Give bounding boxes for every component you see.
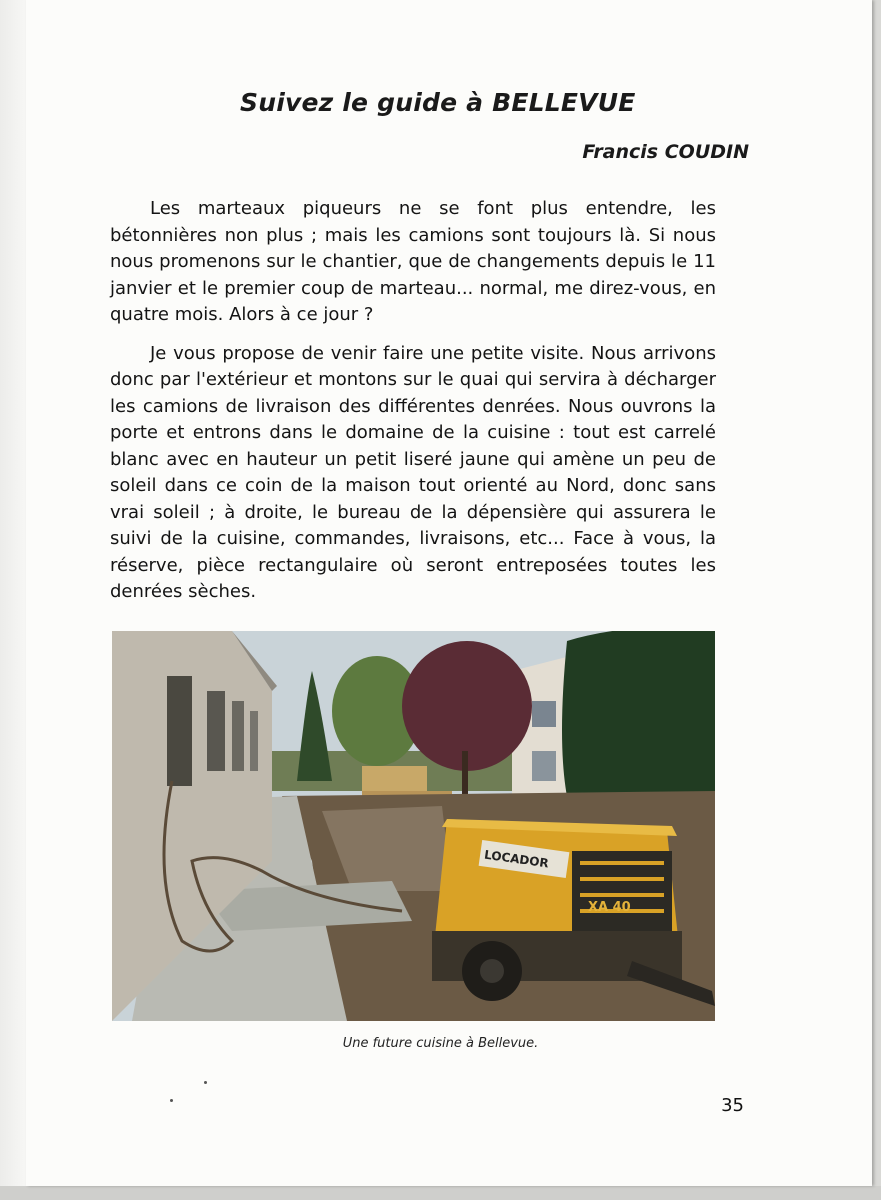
photo-caption: Une future cuisine à Bellevue.: [342, 1036, 539, 1051]
article-author: Francis COUDIN: [582, 141, 749, 163]
compressor-model-label: XA 40: [588, 900, 631, 915]
compressor-brand-label: LOCADOR: [483, 847, 550, 871]
article-title: Suivez le guide à BELLEVUE: [240, 88, 636, 117]
scan-bottom-edge: [0, 1186, 881, 1200]
page-gutter: [0, 0, 26, 1200]
paragraph-2: Je vous propose de venir faire une petite visite. Nous arrivons donc par l'extérieur et montons sur le quai qui servira à décharger les camions de livraison des différentes denrées. Nous ouvrons la porte et entrons dans le domaine de la cuisine : tout est carrelé blanc avec en hauteur un petit liseré jaune qui amène un peu de soleil dans ce coin de la maison tout orienté au Nord, donc sans vrai soleil ; à droite, le bureau de la dépensière qui assurera le suivi de la cuisine, commandes, livraisons, etc... Face à vous, la réserve, pièce rectangulaire où seront entreposées toutes les denrées sèches.: [110, 342, 716, 602]
construction-site-photo: [112, 631, 715, 1021]
paragraph-1: Les marteaux piqueurs ne se font plus entendre, les bétonnières non plus ; mais les camions sont toujours là. Si nous nous promenons sur le chantier, que de changements depuis le 11 janvier et le premier coup de marteau... normal, me direz-vous, en quatre mois. Alors à ce jour ?: [110, 198, 716, 325]
page-number: 35: [721, 1095, 744, 1116]
article-body: [110, 196, 716, 618]
scan-speck: [170, 1099, 173, 1102]
scan-speck: [204, 1081, 207, 1084]
